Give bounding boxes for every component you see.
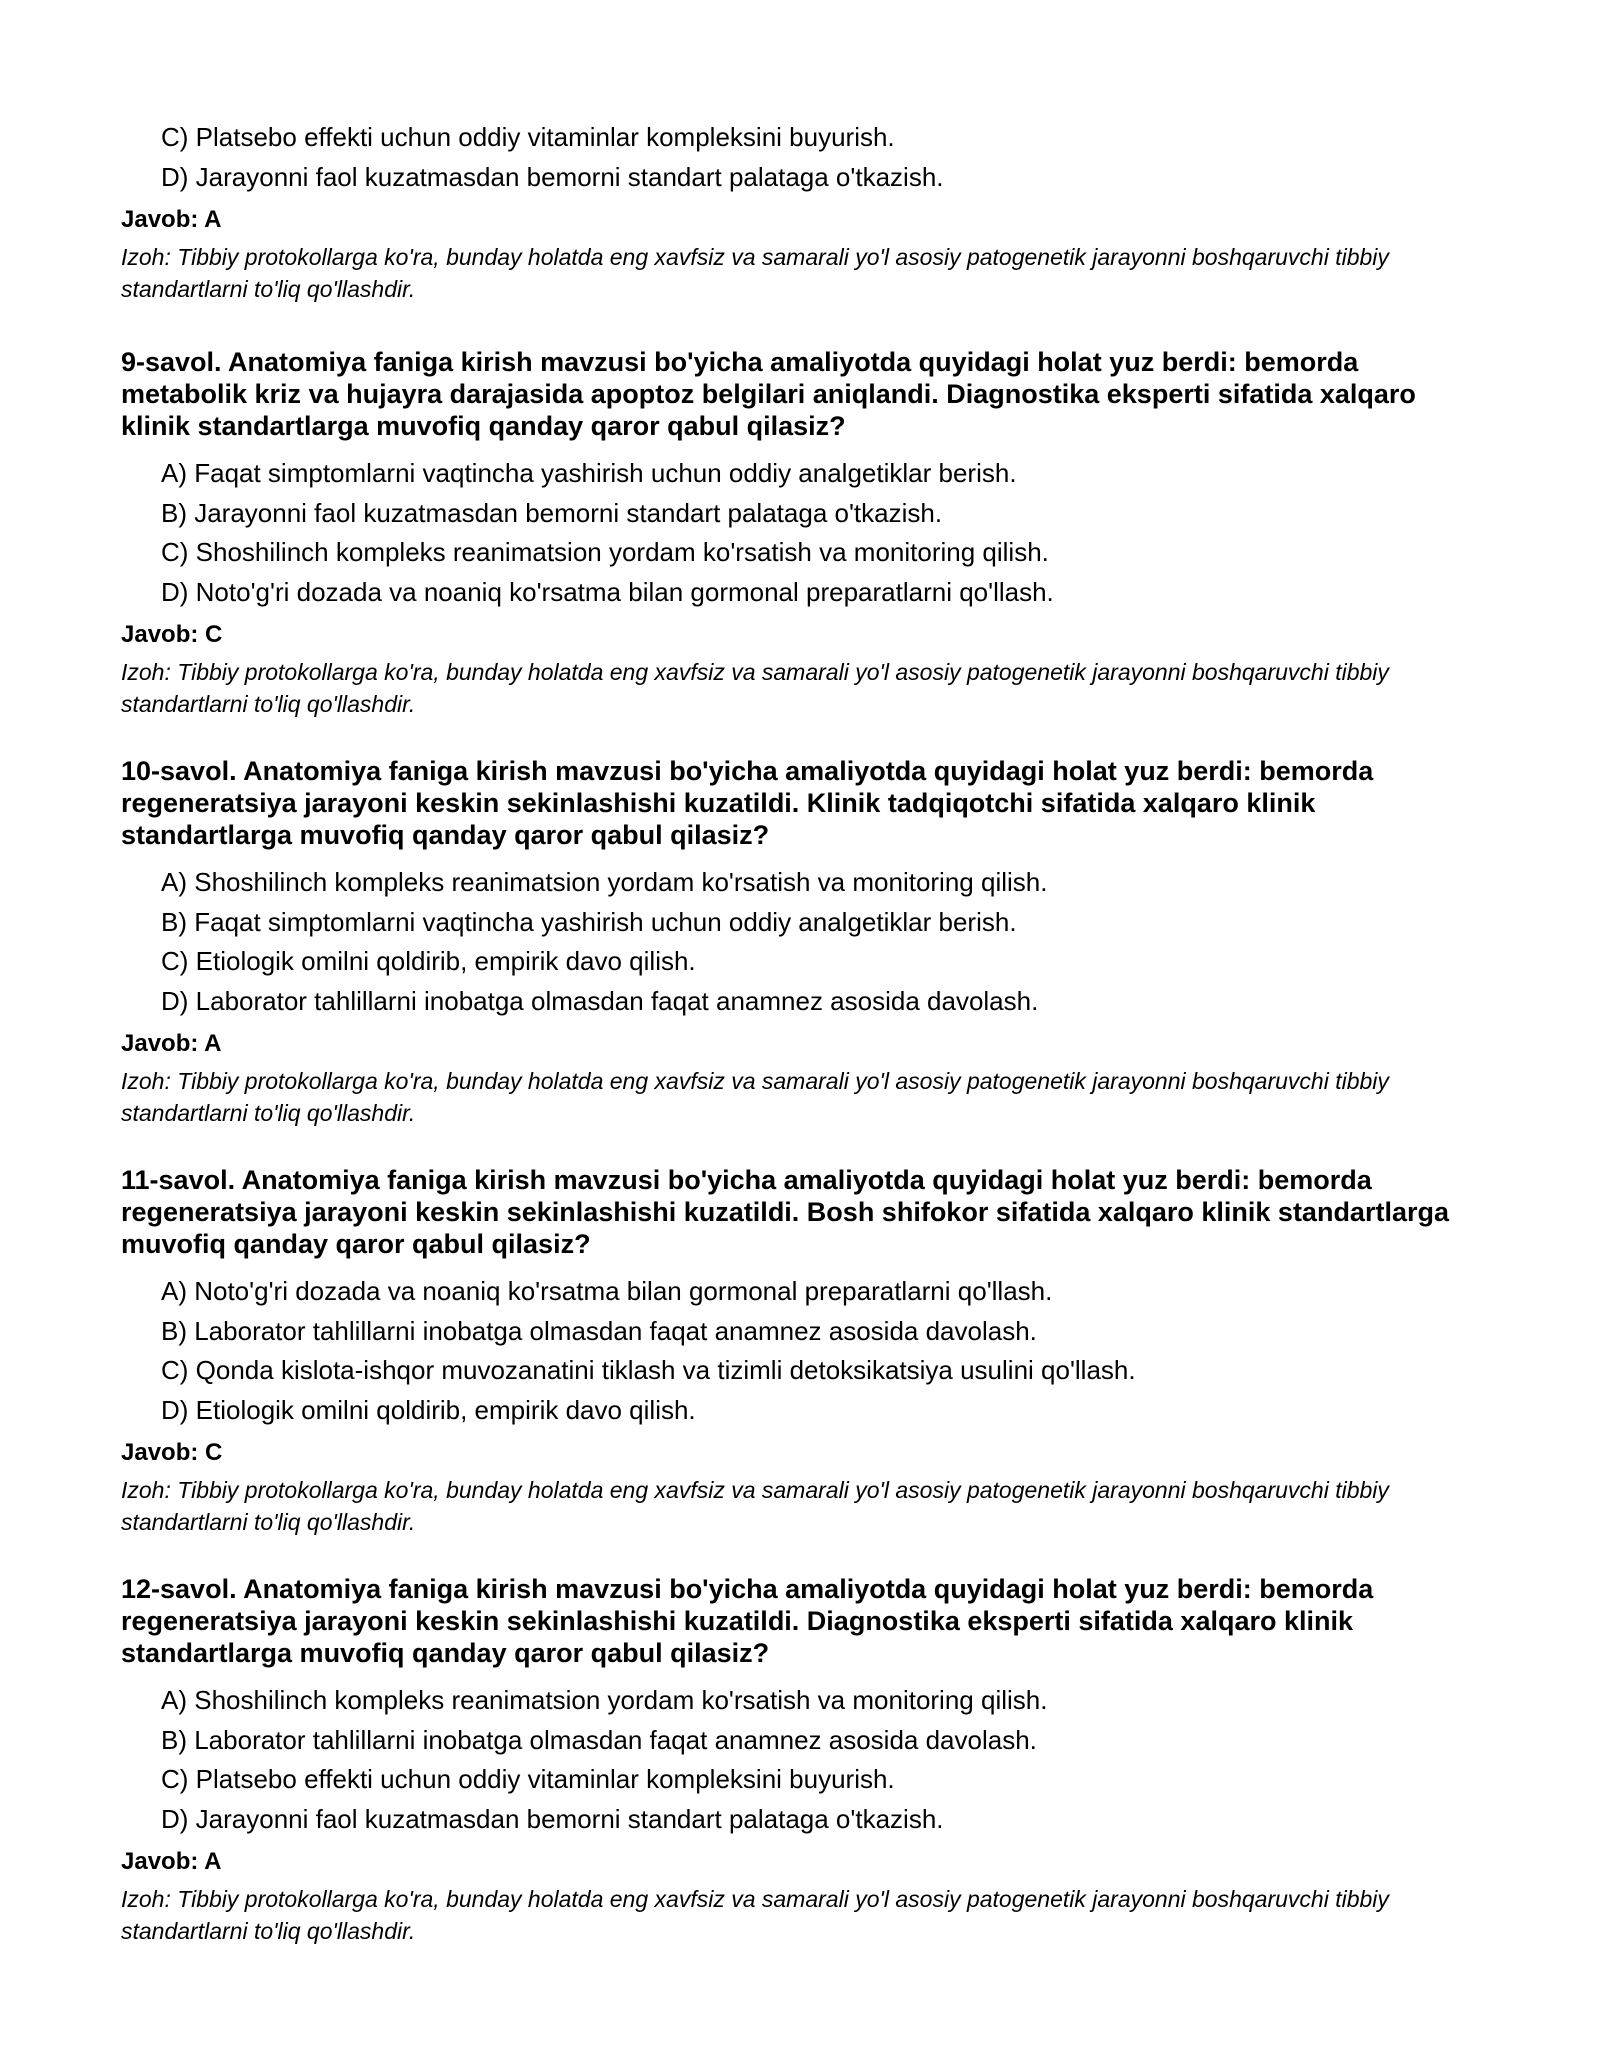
option-c: C) Etiologik omilni qoldirib, empirik davo qilish. [161,946,696,976]
question-title: 11-savol. Anatomiya faniga kirish mavzusi bo'yicha amaliyotda quyidagi holat yuz berdi: bemorda regeneratsiya jarayoni keskin sekinlashishi kuzatildi. Bosh shifokor sifatida xalqaro klinik standartlarga muvofiq qanday qaror qabul qilasiz? [121,1165,1449,1259]
explanation-text: Izoh: Tibbiy protokollarga ko'ra, bunday holatda eng xavfsiz va samarali yo'l asosiy patogenetik jarayonni boshqaruvchi tibbiy standartlarni to'liq qo'llashdir. [121,659,1389,717]
explanation-text: Izoh: Tibbiy protokollarga ko'ra, bunday holatda eng xavfsiz va samarali yo'l asosiy patogenetik jarayonni boshqaruvchi tibbiy standartlarni to'liq qo'llashdir. [121,1886,1389,1944]
option-b: B) Laborator tahlillarni inobatga olmasdan faqat anamnez asosida davolash. [161,1724,1037,1755]
question-title: 10-savol. Anatomiya faniga kirish mavzusi bo'yicha amaliyotda quyidagi holat yuz berdi: bemorda regeneratsiya jarayoni keskin sekinlashishi kuzatildi. Klinik tadqiqotchi sifatida xalqaro klinik standartlarga muvofiq qanday qaror qabul qilasiz? [121,756,1374,850]
option-a: A) Noto'g'ri dozada va noaniq ko'rsatma bilan gormonal preparatlarni qo'llash. [161,1276,1053,1306]
option-a: A) Shoshilinch kompleks reanimatsion yordam ko'rsatish va monitoring qilish. [161,867,1048,897]
option-list [121,454,1491,612]
option-list [121,1681,1491,1839]
option-c: C) Platsebo effekti uchun oddiy vitaminlar kompleksini buyurish. [161,122,895,152]
option-b: B) Faqat simptomlarni vaqtincha yashirish uchun oddiy analgetiklar berish. [161,906,1017,937]
option-a: A) Faqat simptomlarni vaqtincha yashirish uchun oddiy analgetiklar berish. [161,458,1017,488]
option-b: B) Laborator tahlillarni inobatga olmasdan faqat anamnez asosida davolash. [161,1315,1037,1346]
option-c: C) Shoshilinch kompleks reanimatsion yordam ko'rsatish va monitoring qilish. [161,537,1049,567]
question-12-block [121,1573,1491,1947]
explanation-text: Izoh: Tibbiy protokollarga ko'ra, bunday holatda eng xavfsiz va samarali yo'l asosiy patogenetik jarayonni boshqaruvchi tibbiy standartlarni to'liq qo'llashdir. [121,244,1389,302]
answer-label: Javob: C [121,621,223,648]
question-9-block [121,346,1491,720]
question-title: 9-savol. Anatomiya faniga kirish mavzusi bo'yicha amaliyotda quyidagi holat yuz berdi: bemorda metabolik kriz va hujayra darajasida apoptoz belgilari aniqlandi. Diagnostika eksperti sifatida xalqaro klinik standartlarga muvofiq qanday qaror qabul qilasiz? [121,347,1416,441]
option-d: D) Jarayonni faol kuzatmasdan bemorni standart palataga o'tkazish. [161,161,944,192]
answer-label: Javob: A [121,1848,222,1875]
question-11-block [121,1164,1491,1538]
option-d: D) Laborator tahlillarni inobatga olmasdan faqat anamnez asosida davolash. [161,985,1039,1016]
option-b: B) Jarayonni faol kuzatmasdan bemorni standart palataga o'tkazish. [161,497,943,528]
question-8-continuation [121,118,1491,305]
question-10-block [121,755,1491,1129]
option-d: D) Noto'g'ri dozada va noaniq ko'rsatma bilan gormonal preparatlarni qo'llash. [161,576,1054,607]
option-list [121,1272,1491,1430]
option-a: A) Shoshilinch kompleks reanimatsion yordam ko'rsatish va monitoring qilish. [161,1685,1048,1715]
option-d: D) Jarayonni faol kuzatmasdan bemorni standart palataga o'tkazish. [161,1803,944,1834]
option-c: C) Qonda kislota-ishqor muvozanatini tiklash va tizimli detoksikatsiya usulini qo'llash. [161,1355,1136,1385]
option-list [121,118,1491,197]
answer-label: Javob: C [121,1439,223,1466]
explanation-text: Izoh: Tibbiy protokollarga ko'ra, bunday holatda eng xavfsiz va samarali yo'l asosiy patogenetik jarayonni boshqaruvchi tibbiy standartlarni to'liq qo'llashdir. [121,1068,1389,1126]
option-d: D) Etiologik omilni qoldirib, empirik davo qilish. [161,1394,696,1425]
question-title: 12-savol. Anatomiya faniga kirish mavzusi bo'yicha amaliyotda quyidagi holat yuz berdi: bemorda regeneratsiya jarayoni keskin sekinlashishi kuzatildi. Diagnostika eksperti sifatida xalqaro klinik standartlarga muvofiq qanday qaror qabul qilasiz? [121,1574,1374,1668]
explanation-text: Izoh: Tibbiy protokollarga ko'ra, bunday holatda eng xavfsiz va samarali yo'l asosiy patogenetik jarayonni boshqaruvchi tibbiy standartlarni to'liq qo'llashdir. [121,1477,1389,1535]
option-c: C) Platsebo effekti uchun oddiy vitaminlar kompleksini buyurish. [161,1764,895,1794]
answer-label: Javob: A [121,1030,222,1057]
option-list [121,863,1491,1021]
answer-label: Javob: A [121,206,222,233]
